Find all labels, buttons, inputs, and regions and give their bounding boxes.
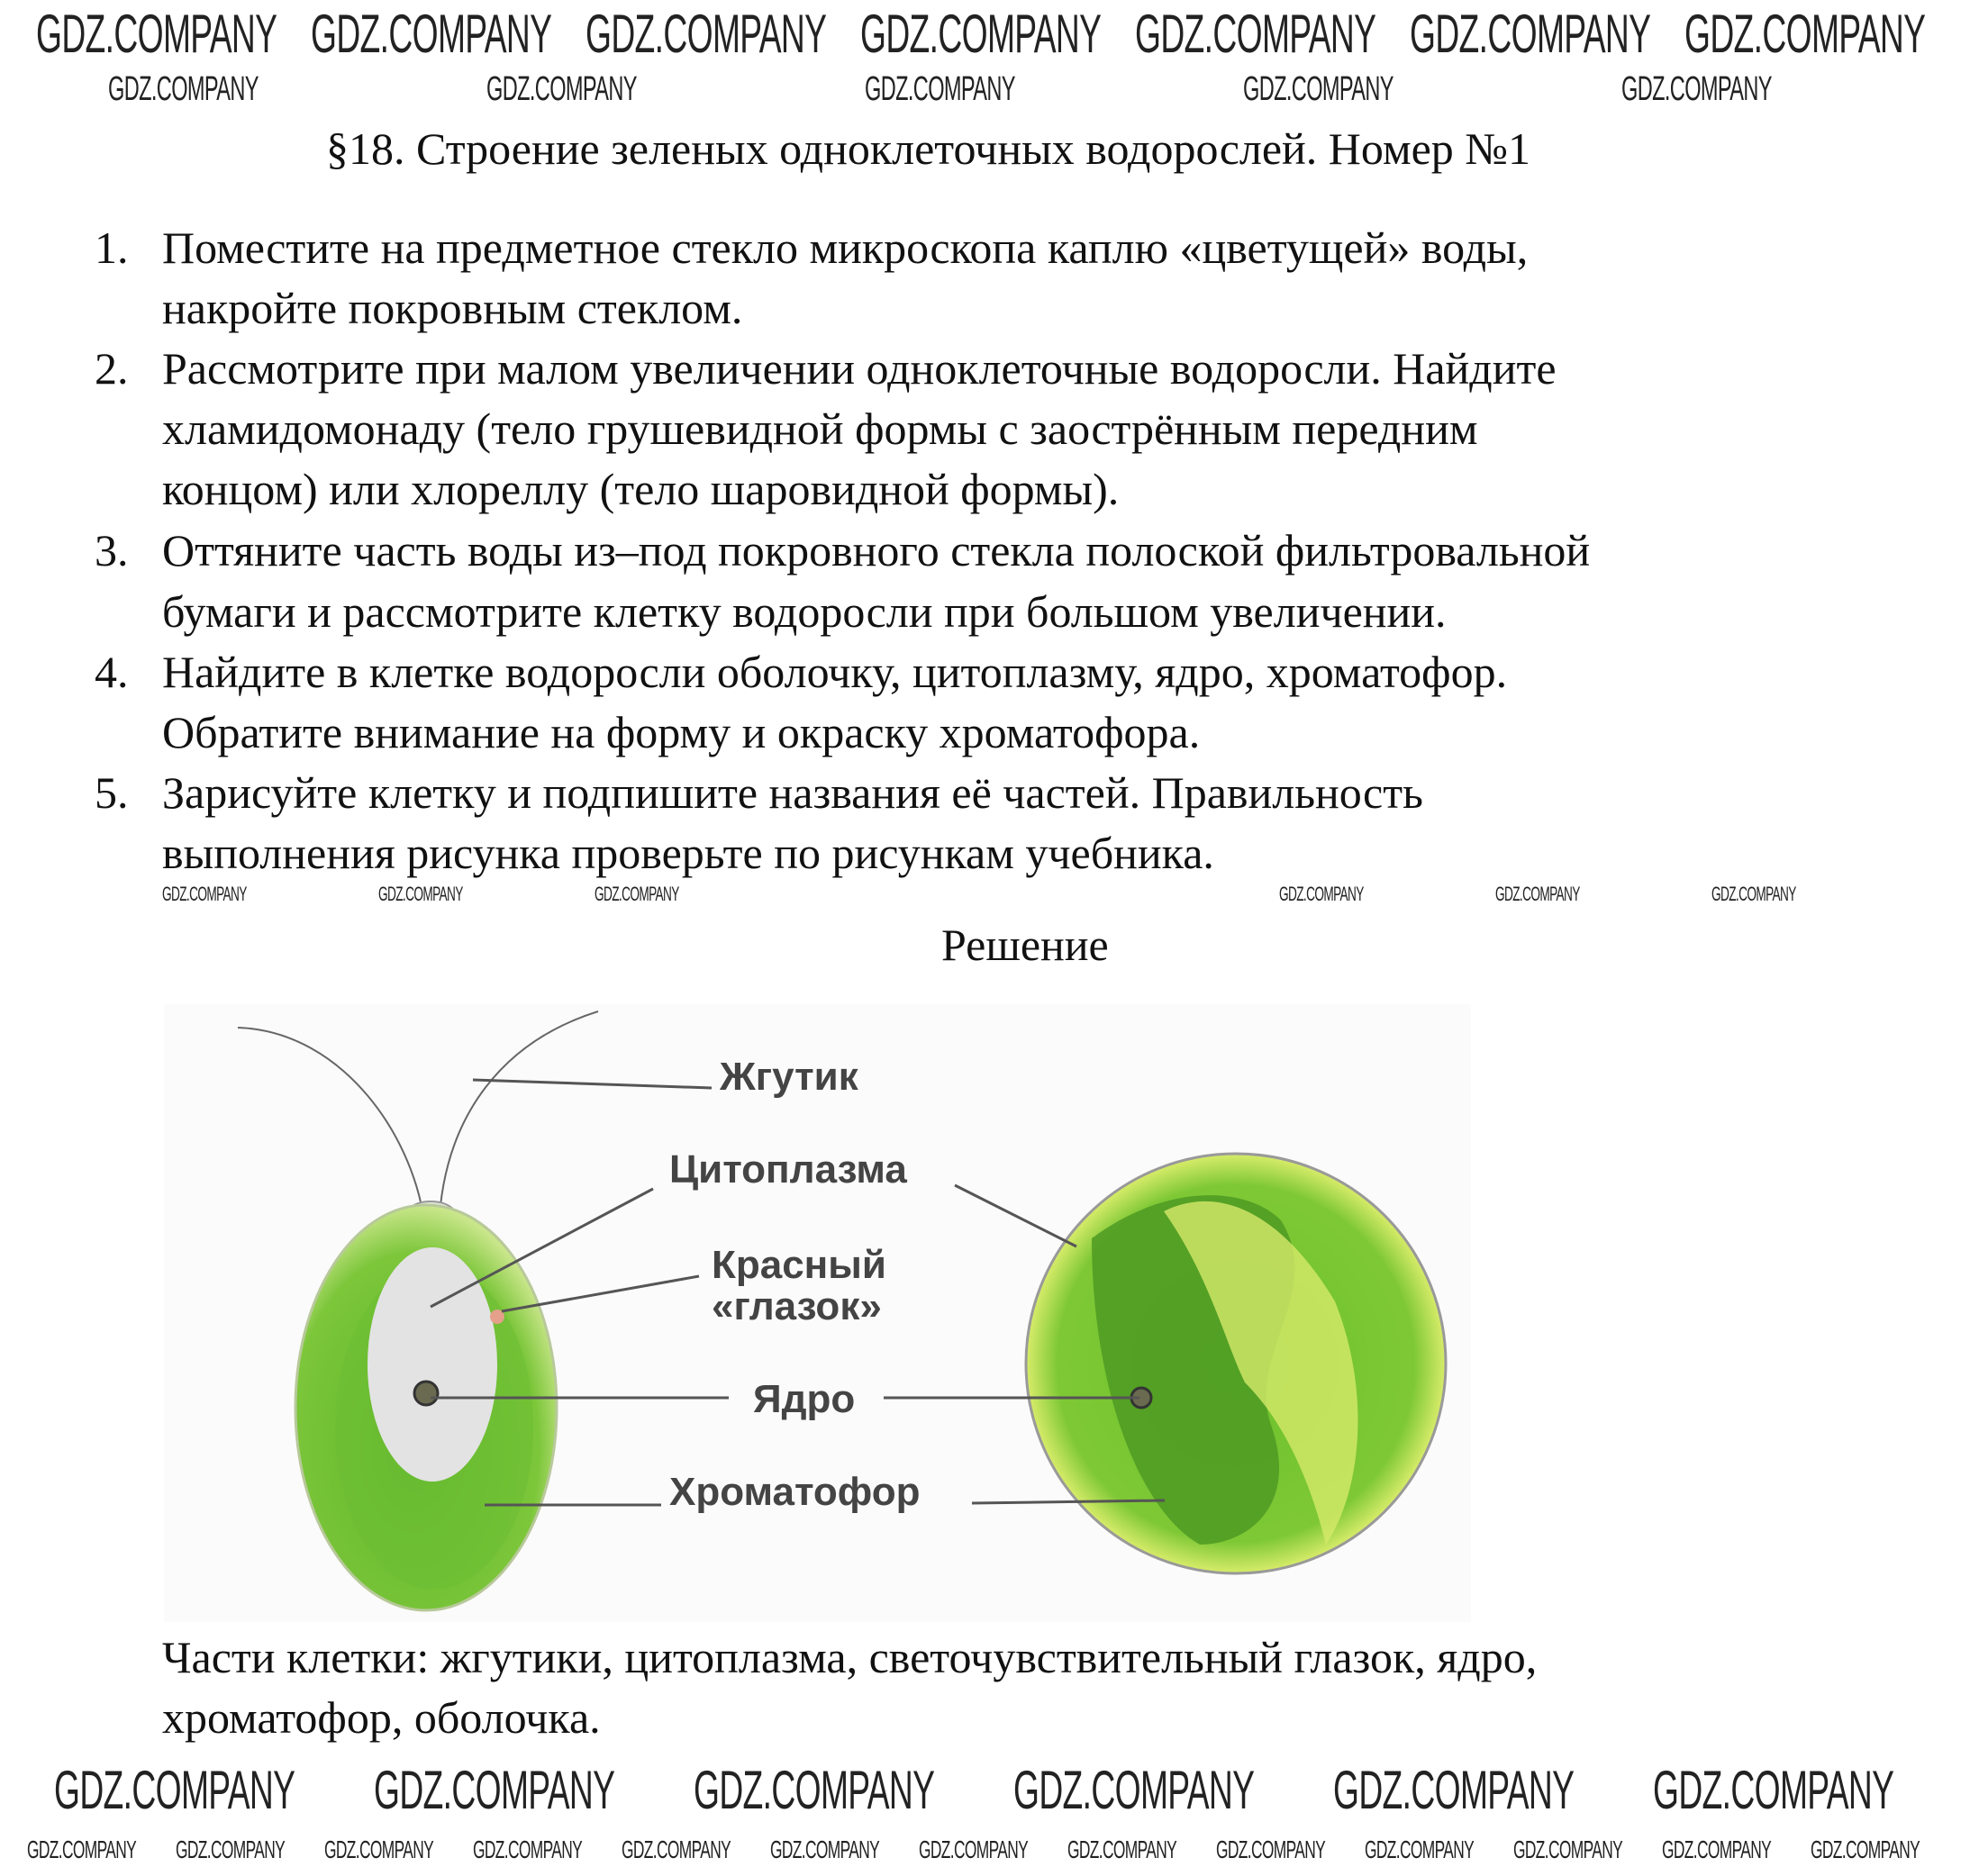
watermark: GDZ.COMPANY bbox=[622, 1835, 731, 1863]
watermark: GDZ.COMPANY bbox=[1811, 1835, 1920, 1863]
watermark: GDZ.COMPANY bbox=[694, 1760, 935, 1820]
solution-heading: Решение bbox=[941, 920, 1109, 970]
watermark: GDZ.COMPANY bbox=[586, 4, 827, 64]
watermark: GDZ.COMPANY bbox=[1495, 883, 1580, 905]
watermark: GDZ.COMPANY bbox=[324, 1835, 434, 1863]
watermark: GDZ.COMPANY bbox=[1365, 1835, 1475, 1863]
watermark: GDZ.COMPANY bbox=[595, 883, 679, 905]
step-text: выполнения рисунка проверьте по рисункам учебника. bbox=[162, 828, 1214, 878]
watermark: GDZ.COMPANY bbox=[1653, 1760, 1894, 1820]
step-text: Обратите внимание на форму и окраску хроматофора. bbox=[162, 707, 1201, 757]
step-text: Найдите в клетке водоросли оболочку, цитоплазму, ядро, хроматофор. bbox=[162, 647, 1508, 697]
label-chromatophore: Хроматофор bbox=[669, 1470, 921, 1514]
watermark: GDZ.COMPANY bbox=[473, 1835, 583, 1863]
step-number: 4. bbox=[95, 647, 129, 697]
watermark: GDZ.COMPANY bbox=[1513, 1835, 1623, 1863]
watermark: GDZ.COMPANY bbox=[1662, 1835, 1772, 1863]
algae-cell-diagram bbox=[164, 1004, 1471, 1622]
watermark: GDZ.COMPANY bbox=[54, 1760, 295, 1820]
watermark: GDZ.COMPANY bbox=[1216, 1835, 1326, 1863]
watermark: GDZ.COMPANY bbox=[1333, 1760, 1575, 1820]
label-eyespot-2: «глазок» bbox=[712, 1284, 882, 1328]
watermark: GDZ.COMPANY bbox=[1243, 70, 1394, 108]
label-flagellum: Жгутик bbox=[720, 1055, 858, 1099]
answer-text: хроматофор, оболочка. bbox=[162, 1692, 601, 1743]
watermark: GDZ.COMPANY bbox=[378, 883, 463, 905]
watermark: GDZ.COMPANY bbox=[1135, 4, 1376, 64]
step-number: 2. bbox=[95, 343, 129, 394]
watermark: GDZ.COMPANY bbox=[36, 4, 277, 64]
watermark: GDZ.COMPANY bbox=[1410, 4, 1651, 64]
watermark: GDZ.COMPANY bbox=[1013, 1760, 1255, 1820]
step-text: накройте покровным стеклом. bbox=[162, 283, 743, 333]
watermark: GDZ.COMPANY bbox=[108, 70, 259, 108]
step-number: 3. bbox=[95, 525, 129, 575]
chlorella-cell bbox=[1026, 1154, 1446, 1573]
watermark: GDZ.COMPANY bbox=[770, 1835, 880, 1863]
watermark: GDZ.COMPANY bbox=[176, 1835, 286, 1863]
step-text: концом) или хлореллу (тело шаровидной формы). bbox=[162, 464, 1120, 514]
label-nucleus: Ядро bbox=[753, 1377, 856, 1421]
step-number: 5. bbox=[95, 767, 129, 818]
watermark: GDZ.COMPANY bbox=[860, 4, 1102, 64]
watermark: GDZ.COMPANY bbox=[1621, 70, 1772, 108]
step-text: бумаги и рассмотрите клетку водоросли при большом увеличении. bbox=[162, 586, 1447, 637]
watermark: GDZ.COMPANY bbox=[1684, 4, 1926, 64]
nucleus bbox=[414, 1382, 438, 1405]
watermark: GDZ.COMPANY bbox=[311, 4, 552, 64]
label-cytoplasm: Цитоплазма bbox=[669, 1147, 907, 1192]
step-text: Поместите на предметное стекло микроскопа каплю «цветущей» воды, bbox=[162, 222, 1529, 273]
step-text: хламидомонаду (тело грушевидной формы с заострённым передним bbox=[162, 403, 1478, 454]
label-eyespot-1: Красный bbox=[712, 1243, 886, 1287]
watermark: GDZ.COMPANY bbox=[865, 70, 1015, 108]
watermark: GDZ.COMPANY bbox=[1711, 883, 1796, 905]
watermark: GDZ.COMPANY bbox=[1067, 1835, 1177, 1863]
step-text: Рассмотрите при малом увеличении одноклеточные водоросли. Найдите bbox=[162, 343, 1557, 394]
watermark: GDZ.COMPANY bbox=[374, 1760, 615, 1820]
answer-text: Части клетки: жгутики, цитоплазма, светочувствительный глазок, ядро, bbox=[162, 1632, 1538, 1682]
watermark: GDZ.COMPANY bbox=[27, 1835, 137, 1863]
step-text: Зарисуйте клетку и подпишите названия её частей. Правильность bbox=[162, 767, 1423, 818]
watermark: GDZ.COMPANY bbox=[1279, 883, 1364, 905]
page-title: §18. Строение зеленых одноклеточных водорослей. Номер №1 bbox=[326, 123, 1530, 174]
step-text: Оттяните часть воды из–под покровного стекла полоской фильтровальной bbox=[162, 525, 1591, 575]
watermark: GDZ.COMPANY bbox=[486, 70, 637, 108]
watermark: GDZ.COMPANY bbox=[162, 883, 247, 905]
step-number: 1. bbox=[95, 222, 129, 273]
watermark: GDZ.COMPANY bbox=[919, 1835, 1029, 1863]
